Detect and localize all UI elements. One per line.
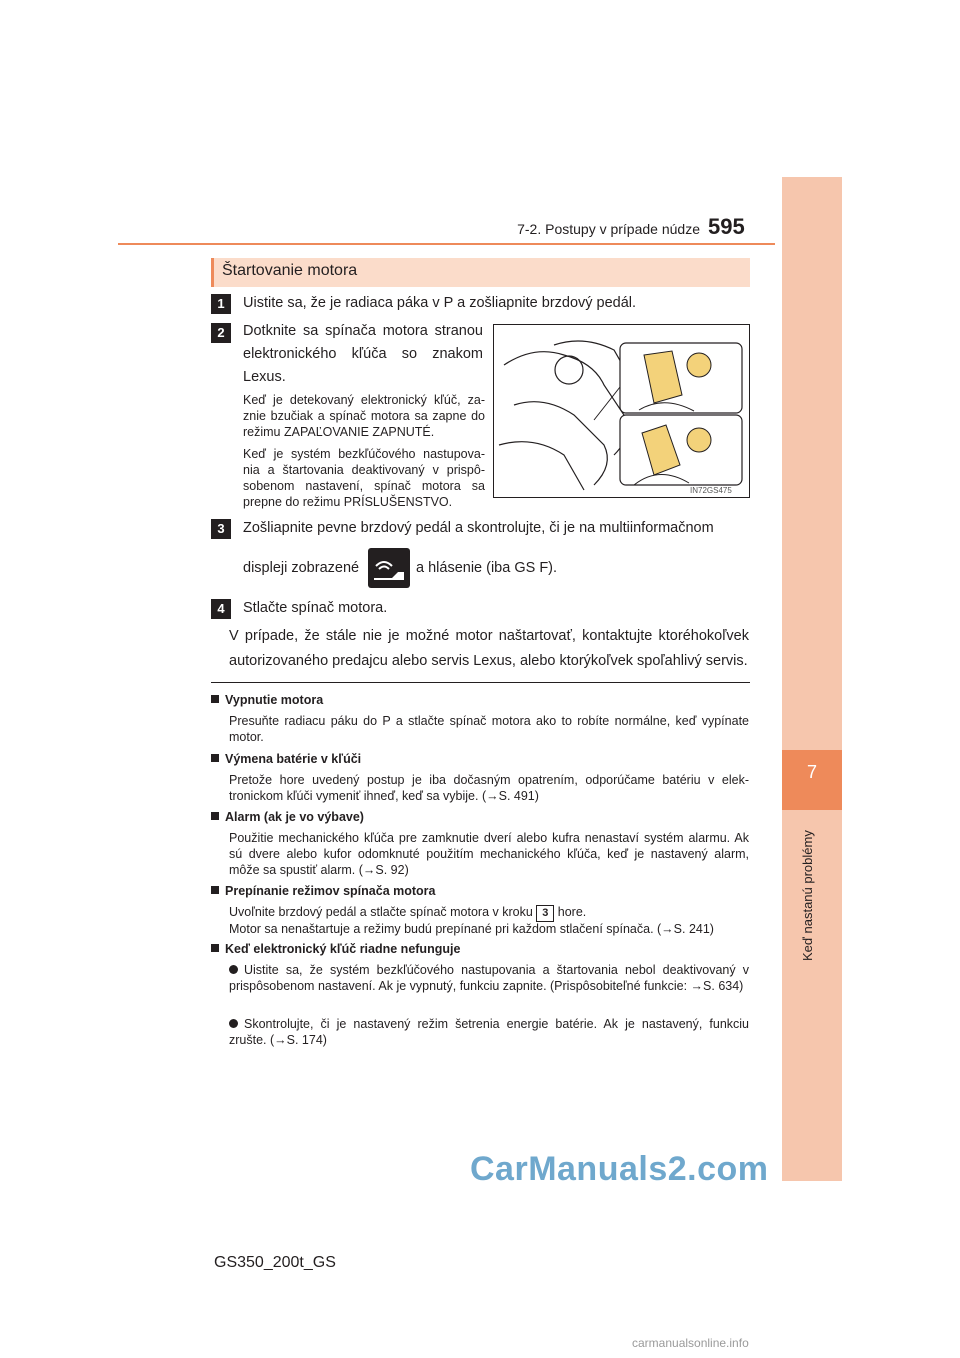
note-2-title: Výmena batérie v kľúči — [211, 752, 361, 766]
step-3-text-before: Zošliapnite pevne brzdový pedál a skontrolujte, či je na multiinformačnom — [243, 520, 714, 536]
note-4-body-2: Motor sa nenaštartuje a režimy budú prepínané pri každom stlačení spínača. (→S. 241) — [229, 922, 714, 936]
note-4-title: Prepínanie režimov spínača motora — [211, 884, 436, 898]
note-5-bullet-2: Skontrolujte, či je nastavený režim šetrenia energie batérie. Ak je nastavený, funkciu zrušte. (→S. 174) — [229, 1017, 749, 1047]
chapter-side-tab — [782, 177, 842, 1181]
footer-model-code: GS350_200t_GS — [214, 1254, 336, 1271]
square-bullet-icon — [211, 944, 219, 952]
note-1-body: Presuňte radiacu páku do P a stlačte spínač motora ako to robíte normálne, keď vypínate motor. — [229, 714, 749, 744]
step-2-note-1: Keď je detekovaný elektronický kľúč, za-znie bzučiak a spínač motora sa zapne do režimu ZAPAĽOVANIE ZAPNUTÉ. — [243, 393, 485, 439]
step-ref-badge: 3 — [536, 905, 554, 922]
step-4-text: Stlačte spínač motora. — [243, 600, 388, 616]
section-divider — [211, 682, 750, 683]
chapter-number: 7 — [806, 762, 817, 782]
step-badge-3: 3 — [211, 519, 231, 539]
page-number: 595 — [708, 214, 745, 239]
square-bullet-icon — [211, 812, 219, 820]
key-touch-drawing — [494, 325, 749, 497]
illustration-code: IN72GS475 — [690, 486, 732, 495]
step-1-text: Uistite sa, že je radiaca páka v P a zošliapnite brzdový pedál. — [243, 295, 637, 311]
chapter-title-vertical: Keď nastanú problémy — [800, 830, 815, 961]
carmanuals-watermark: CarManuals2.com — [470, 1150, 769, 1188]
note-1-title: Vypnutie motora — [211, 693, 323, 707]
square-bullet-icon — [211, 695, 219, 703]
step-4-extra: V prípade, že stále nie je možné motor naštartovať, kontaktujte ktoréhokoľvek autorizovaného predajcu alebo servis Lexus, alebo ktorýkoľvek spoľahlivý servis. — [229, 628, 749, 669]
key-touch-illustration — [493, 324, 750, 498]
square-bullet-icon — [211, 754, 219, 762]
key-reminder-icon — [368, 548, 410, 588]
header-rule — [118, 243, 775, 245]
step-2-note-2: Keď je systém bezkľúčového nastupova-nia a štartovania deaktivovaný v prispô-sobenom nastavení, spínač motora sa prepne do režimu PRÍSLUŠENSTVO. — [243, 447, 485, 509]
step-badge-2: 2 — [211, 323, 231, 343]
note-3-title: Alarm (ak je vo výbave) — [211, 810, 364, 824]
square-bullet-icon — [211, 886, 219, 894]
round-bullet-icon — [229, 965, 238, 974]
round-bullet-icon — [229, 1019, 238, 1028]
step-2-text: Dotknite sa spínača motora stranou elektronického kľúča so znakom Lexus. — [243, 323, 483, 385]
step-badge-4: 4 — [211, 599, 231, 619]
note-5-bullet-1: Uistite sa, že systém bezkľúčového nastupovania a štartovania nebol deaktivovaný v prispôsobenom nastavení. Ak je vypnutý, funkciu zapnite. (Prispôsobiteľné funkcie: →S. 634) — [229, 963, 749, 993]
header-section-title: 7-2. Postupy v prípade núdze — [517, 221, 700, 237]
section-title: Štartovanie motora — [222, 262, 358, 279]
note-2-body: Pretože hore uvedený postup je iba dočasným opatrením, odporúčame batériu v elek-tronickom kľúči vymeniť ihneď, keď sa vybije. (→S. 491) — [229, 773, 749, 803]
note-4-body: Uvoľnite brzdový pedál a stlačte spínač motora v kroku 3 hore. — [229, 904, 749, 922]
step-3-text-after: a hlásenie (iba GS F). — [416, 560, 558, 576]
online-watermark: carmanualsonline.info — [632, 1336, 749, 1350]
note-3-body: Použitie mechanického kľúča pre zamknutie dverí alebo kufra nenastaví systém alarmu. Ak sú dvere alebo kufor odomknuté použitím mechanického kľúča, keď je nastavený alarm, môže sa spustiť alarm. (→S. 92) — [229, 831, 749, 877]
note-5-title: Keď elektronický kľúč riadne nefunguje — [211, 942, 460, 956]
step-3-text-mid: displeji zobrazené — [243, 560, 360, 576]
step-badge-1: 1 — [211, 294, 231, 314]
